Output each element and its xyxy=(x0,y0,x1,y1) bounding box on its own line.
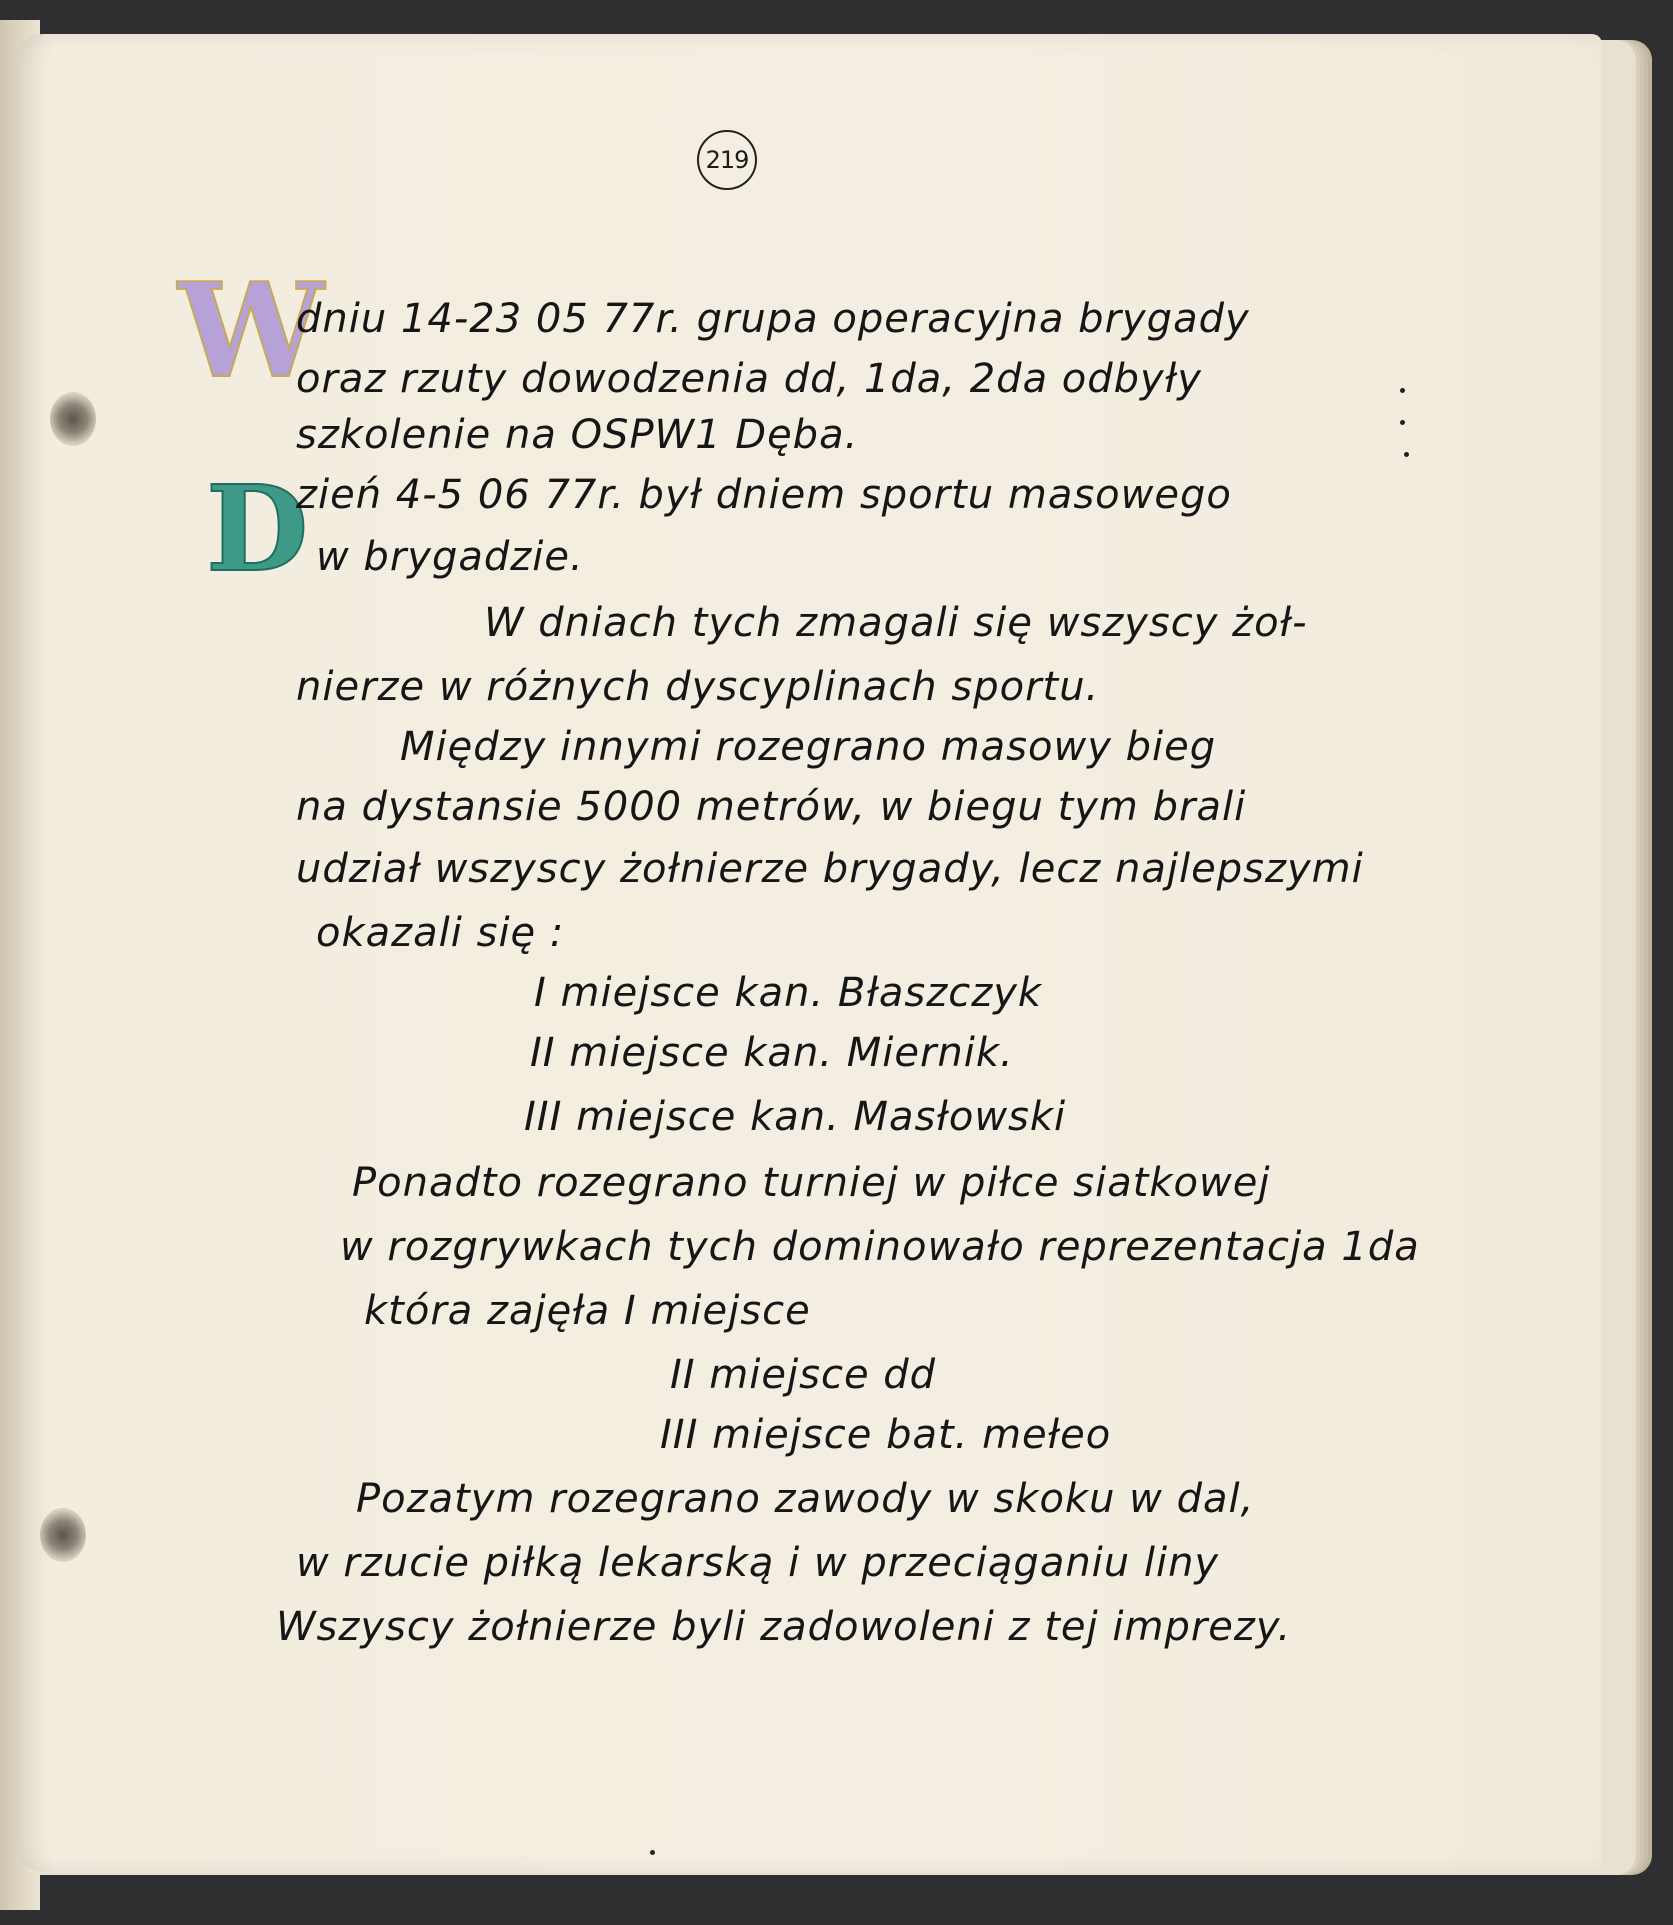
text-line: nierze w różnych dyscyplinach sportu. xyxy=(296,664,1100,710)
margin-dot xyxy=(1404,452,1409,457)
text-line: dniu 14-23 05 77r. grupa operacyjna brygady xyxy=(296,296,1250,342)
text-line: w brygadzie. xyxy=(316,534,584,580)
text-line: w rozgrywkach tych dominowało reprezentacja 1da xyxy=(340,1224,1420,1270)
text-line: III miejsce kan. Masłowski xyxy=(524,1094,1067,1140)
punch-hole xyxy=(40,1508,86,1562)
text-line: I miejsce kan. Błaszczyk xyxy=(534,970,1043,1016)
text-line: Ponadto rozegrano turniej w piłce siatkowej xyxy=(352,1160,1271,1206)
text-line: która zajęła I miejsce xyxy=(364,1288,811,1334)
text-line: W dniach tych zmagali się wszyscy żoł- xyxy=(484,600,1308,646)
drop-cap-w: W xyxy=(178,254,324,407)
page-number: 219 xyxy=(697,130,757,190)
margin-dot xyxy=(1400,420,1405,425)
text-line: Pozatym rozegrano zawody w skoku w dal, xyxy=(356,1476,1255,1522)
drop-cap-d: D xyxy=(206,459,309,598)
text-line: na dystansie 5000 metrów, w biegu tym brali xyxy=(296,784,1247,830)
margin-dot xyxy=(650,1850,655,1855)
punch-hole xyxy=(50,392,96,446)
text-line: szkolenie na OSPW1 Dęba. xyxy=(296,412,859,458)
text-line: oraz rzuty dowodzenia dd, 1da, 2da odbyły xyxy=(296,356,1202,402)
text-line: II miejsce dd xyxy=(670,1352,937,1398)
text-line: Wszyscy żołnierze byli zadowoleni z tej imprezy. xyxy=(276,1604,1292,1650)
text-line: udział wszyscy żołnierze brygady, lecz najlepszymi xyxy=(296,846,1364,892)
text-line: okazali się : xyxy=(316,910,565,956)
text-line: w rzucie piłką lekarską i w przeciąganiu liny xyxy=(296,1540,1220,1586)
text-line: zień 4-5 06 77r. był dniem sportu masowego xyxy=(296,472,1232,518)
text-line: III miejsce bat. mełeo xyxy=(660,1412,1112,1458)
margin-dot xyxy=(1400,388,1405,393)
text-line: II miejsce kan. Miernik. xyxy=(530,1030,1014,1076)
text-line: Między innymi rozegrano masowy bieg xyxy=(400,724,1217,770)
